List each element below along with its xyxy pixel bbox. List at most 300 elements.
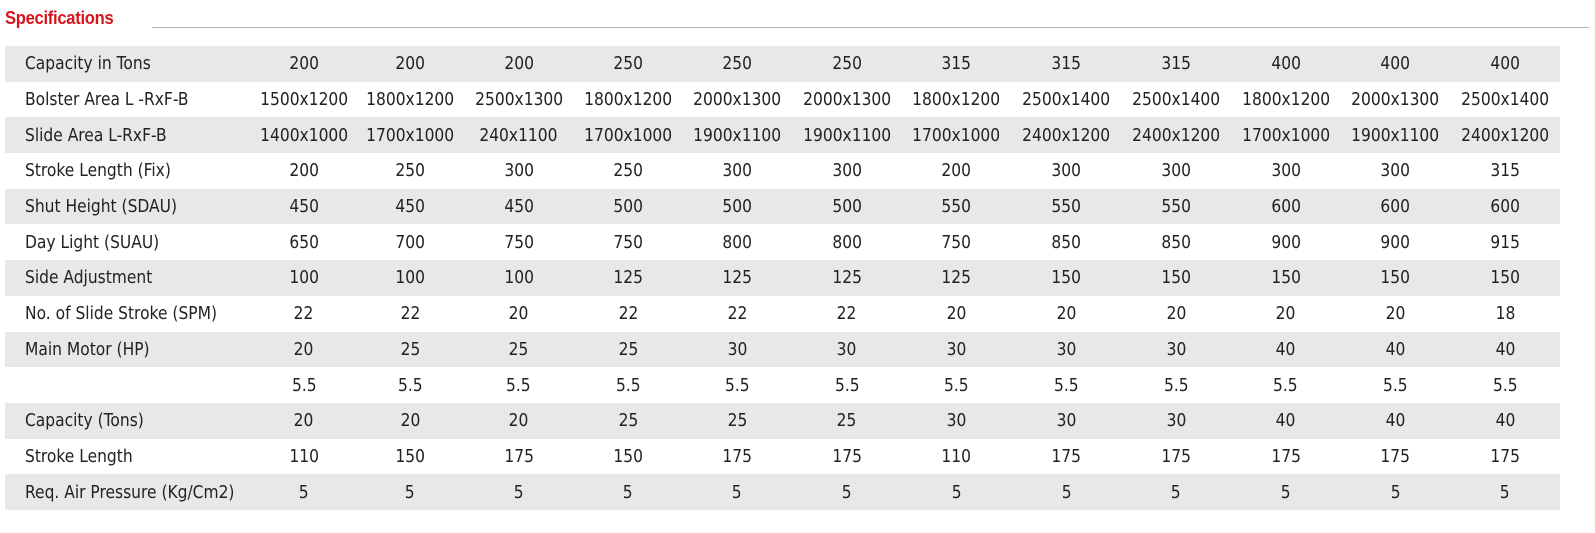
table-cell: [356, 224, 464, 260]
table-cell: [682, 474, 792, 510]
table-cell: [574, 189, 683, 225]
cell-value: 250: [613, 53, 643, 75]
cell-value: 1900x1100: [802, 124, 891, 146]
cell-value: 30: [837, 338, 857, 360]
table-cell: [682, 224, 792, 260]
row-label: Side Adjustment: [25, 267, 153, 289]
table-cell: [1231, 403, 1341, 439]
table-cell: [574, 82, 683, 118]
table-cell: [1011, 260, 1121, 296]
cell-value: 500: [832, 196, 862, 218]
cell-value: 550: [941, 196, 972, 218]
table-cell: [252, 189, 357, 225]
cell-value: 450: [289, 196, 319, 218]
table-cell: [902, 46, 1012, 82]
cell-value: 300: [832, 160, 862, 182]
table-cell: [356, 332, 464, 368]
table-row: [5, 46, 1560, 82]
table-cell: [902, 296, 1012, 332]
cell-value: 200: [395, 53, 425, 75]
cell-value: 5: [298, 481, 309, 503]
table-cell: [1011, 153, 1121, 189]
cell-value: 200: [941, 160, 972, 182]
cell-value: 5: [623, 481, 633, 503]
cell-value: 1700x1000: [1241, 124, 1330, 146]
cell-value: 30: [1056, 410, 1077, 432]
cell-value: 20: [1385, 303, 1406, 325]
cell-value: 315: [1490, 160, 1520, 182]
cell-value: 5.5: [291, 374, 317, 396]
cell-value: 5: [513, 481, 524, 503]
table-cell: [252, 296, 357, 332]
table-cell: [1450, 153, 1560, 189]
table-row: [5, 474, 1560, 510]
cell-value: 20: [508, 410, 529, 432]
cell-value: 300: [1380, 160, 1411, 182]
table-cell: [1231, 82, 1341, 118]
cell-value: 40: [1385, 410, 1406, 432]
table-cell: [1121, 189, 1231, 225]
table-cell: [252, 332, 357, 368]
table-cell: [682, 189, 792, 225]
section-header: [0, 0, 1595, 44]
table-cell: [574, 332, 683, 368]
table-cell: [1231, 46, 1341, 82]
table-cell: [1231, 474, 1341, 510]
table-row: [5, 224, 1560, 260]
table-cell: [1341, 117, 1451, 153]
table-cell: [1011, 439, 1121, 475]
cell-value: 150: [613, 445, 643, 467]
cell-value: 1800x1200: [584, 89, 672, 111]
table-cell: [682, 367, 792, 403]
cell-value: 400: [1270, 53, 1301, 75]
row-label-cell: [5, 82, 252, 118]
table-cell: [1011, 117, 1121, 153]
cell-value: 100: [289, 267, 319, 289]
table-cell: [1121, 296, 1231, 332]
cell-value: 250: [832, 53, 862, 75]
cell-value: 2500x1400: [1132, 89, 1220, 111]
cell-value: 40: [1275, 338, 1296, 360]
table-cell: [464, 367, 574, 403]
cell-value: 2500x1400: [1461, 89, 1550, 111]
cell-value: 175: [832, 445, 862, 467]
cell-value: 900: [1270, 231, 1301, 253]
table-cell: [792, 260, 902, 296]
cell-value: 1700x1000: [912, 124, 1001, 146]
row-label-cell: [5, 332, 252, 368]
table-cell: [1011, 332, 1121, 368]
table-cell: [902, 153, 1012, 189]
table-cell: [1011, 403, 1121, 439]
table-cell: [682, 439, 792, 475]
cell-value: 20: [1056, 303, 1077, 325]
table-cell: [464, 153, 574, 189]
table-cell: [1011, 224, 1121, 260]
cell-value: 450: [504, 196, 534, 218]
cell-value: 100: [395, 267, 425, 289]
cell-value: 25: [618, 410, 638, 432]
table-cell: [356, 46, 464, 82]
table-cell: [902, 367, 1012, 403]
table-cell: [902, 224, 1012, 260]
cell-value: 5.5: [1163, 374, 1189, 396]
cell-value: 250: [613, 160, 643, 182]
cell-value: 175: [1270, 445, 1301, 467]
table-cell: [252, 403, 357, 439]
table-cell: [1341, 82, 1451, 118]
table-cell: [464, 439, 574, 475]
table-cell: [1231, 439, 1341, 475]
cell-value: 250: [722, 53, 752, 75]
cell-value: 30: [946, 410, 967, 432]
table-cell: [792, 82, 902, 118]
row-label-cell: [5, 296, 252, 332]
table-cell: [792, 117, 902, 153]
cell-value: 40: [1495, 338, 1515, 360]
cell-value: 450: [395, 196, 425, 218]
cell-value: 22: [727, 303, 748, 325]
table-row: [5, 403, 1560, 439]
table-cell: [682, 296, 792, 332]
cell-value: 300: [1051, 160, 1082, 182]
cell-value: 300: [722, 160, 752, 182]
cell-value: 400: [1380, 53, 1411, 75]
cell-value: 200: [289, 160, 319, 182]
cell-value: 315: [1161, 53, 1191, 75]
cell-value: 315: [1051, 53, 1082, 75]
header-divider: [152, 27, 1589, 28]
table-cell: [682, 153, 792, 189]
cell-value: 125: [832, 267, 862, 289]
cell-value: 30: [727, 338, 748, 360]
cell-value: 175: [722, 445, 752, 467]
cell-value: 250: [395, 160, 425, 182]
cell-value: 5: [405, 481, 416, 503]
table-cell: [1231, 153, 1341, 189]
table-cell: [356, 189, 464, 225]
row-label: Main Motor (HP): [25, 338, 150, 360]
table-cell: [792, 46, 902, 82]
table-cell: [464, 296, 574, 332]
table-cell: [574, 439, 683, 475]
table-cell: [1450, 189, 1560, 225]
cell-value: 5.5: [1492, 374, 1518, 396]
table-cell: [1450, 367, 1560, 403]
cell-value: 150: [1490, 267, 1520, 289]
table-cell: [1121, 474, 1231, 510]
table-cell: [1341, 332, 1451, 368]
table-cell: [574, 46, 683, 82]
specifications-table: [5, 46, 1560, 510]
table-cell: [356, 439, 464, 475]
table-cell: [682, 260, 792, 296]
table-row: [5, 189, 1560, 225]
table-cell: [682, 403, 792, 439]
cell-value: 40: [1495, 410, 1515, 432]
cell-value: 200: [504, 53, 534, 75]
row-label-cell: [5, 439, 252, 475]
table-cell: [1011, 296, 1121, 332]
table-cell: [1341, 153, 1451, 189]
cell-value: 22: [400, 303, 420, 325]
table-cell: [464, 117, 574, 153]
table-cell: [1011, 46, 1121, 82]
cell-value: 175: [1490, 445, 1520, 467]
cell-value: 25: [618, 338, 638, 360]
table-row: [5, 367, 1560, 403]
cell-value: 20: [1275, 303, 1296, 325]
cell-value: 5: [1061, 481, 1072, 503]
table-cell: [252, 224, 357, 260]
cell-value: 200: [289, 53, 319, 75]
cell-value: 40: [1385, 338, 1406, 360]
row-label-cell: [5, 403, 252, 439]
table-cell: [464, 46, 574, 82]
table-cell: [1121, 224, 1231, 260]
table-cell: [574, 296, 683, 332]
table-cell: [1231, 189, 1341, 225]
table-cell: [1341, 224, 1451, 260]
table-cell: [356, 82, 464, 118]
table-cell: [682, 117, 792, 153]
table-row: [5, 332, 1560, 368]
table-cell: [574, 474, 683, 510]
cell-value: 5.5: [615, 374, 641, 396]
cell-value: 1500x1200: [259, 89, 348, 111]
table-cell: [792, 439, 902, 475]
cell-value: 30: [1166, 338, 1186, 360]
cell-value: 25: [727, 410, 748, 432]
cell-value: 40: [1275, 410, 1296, 432]
table-cell: [792, 474, 902, 510]
table-cell: [356, 403, 464, 439]
row-label: Stroke Length: [25, 445, 133, 467]
row-label: Stroke Length (Fix): [25, 160, 171, 182]
table-cell: [574, 403, 683, 439]
table-cell: [1450, 296, 1560, 332]
table-cell: [1011, 474, 1121, 510]
table-cell: [1341, 367, 1451, 403]
table-cell: [252, 153, 357, 189]
cell-value: 110: [941, 445, 972, 467]
table-cell: [1341, 439, 1451, 475]
table-cell: [1450, 474, 1560, 510]
table-cell: [356, 296, 464, 332]
cell-value: 125: [941, 267, 972, 289]
cell-value: 900: [1380, 231, 1411, 253]
table-cell: [574, 367, 683, 403]
cell-value: 600: [1270, 196, 1301, 218]
table-row: [5, 117, 1560, 153]
cell-value: 20: [946, 303, 967, 325]
cell-value: 150: [1051, 267, 1082, 289]
table-cell: [1450, 82, 1560, 118]
table-cell: [792, 332, 902, 368]
cell-value: 110: [289, 445, 319, 467]
cell-value: 650: [289, 231, 319, 253]
table-cell: [252, 260, 357, 296]
table-cell: [1450, 260, 1560, 296]
cell-value: 1800x1200: [912, 89, 1001, 111]
row-label-cell: [5, 46, 252, 82]
table-cell: [902, 439, 1012, 475]
cell-value: 300: [1161, 160, 1191, 182]
row-label-cell: [5, 474, 252, 510]
table-cell: [1231, 260, 1341, 296]
cell-value: 5: [1171, 481, 1181, 503]
table-cell: [902, 260, 1012, 296]
table-cell: [792, 189, 902, 225]
cell-value: 550: [1051, 196, 1082, 218]
cell-value: 2500x1300: [474, 89, 563, 111]
row-label: Slide Area L-RxF-B: [25, 124, 167, 146]
table-cell: [574, 153, 683, 189]
table-cell: [464, 332, 574, 368]
table-cell: [1341, 296, 1451, 332]
table-row: [5, 82, 1560, 118]
cell-value: 175: [1380, 445, 1411, 467]
table-cell: [356, 153, 464, 189]
table-cell: [682, 82, 792, 118]
table-cell: [902, 117, 1012, 153]
table-cell: [902, 332, 1012, 368]
cell-value: 125: [722, 267, 752, 289]
table-cell: [1341, 403, 1451, 439]
table-cell: [1450, 332, 1560, 368]
cell-value: 150: [1270, 267, 1301, 289]
table-cell: [252, 367, 357, 403]
table-cell: [574, 117, 683, 153]
table-cell: [1341, 189, 1451, 225]
table-cell: [1231, 296, 1341, 332]
table-cell: [1231, 117, 1341, 153]
table-cell: [792, 296, 902, 332]
table-row: [5, 296, 1560, 332]
cell-value: 2400x1200: [1132, 124, 1220, 146]
table-cell: [1121, 439, 1231, 475]
table-cell: [1231, 332, 1341, 368]
cell-value: 1800x1200: [366, 89, 455, 111]
cell-value: 30: [946, 338, 967, 360]
row-label: Day Light (SUAU): [25, 231, 160, 253]
cell-value: 2000x1300: [1351, 89, 1440, 111]
table-cell: [1011, 367, 1121, 403]
table-row: [5, 153, 1560, 189]
cell-value: 18: [1495, 303, 1515, 325]
cell-value: 175: [1051, 445, 1082, 467]
table-cell: [1341, 260, 1451, 296]
cell-value: 600: [1490, 196, 1520, 218]
table-cell: [792, 224, 902, 260]
cell-value: 600: [1380, 196, 1411, 218]
row-label-cell: [5, 367, 252, 403]
cell-value: 400: [1490, 53, 1520, 75]
table-cell: [1231, 224, 1341, 260]
cell-value: 850: [1051, 231, 1082, 253]
section-title: Specifications: [5, 8, 114, 28]
cell-value: 20: [508, 303, 529, 325]
cell-value: 30: [1056, 338, 1077, 360]
cell-value: 20: [1166, 303, 1186, 325]
table-cell: [902, 82, 1012, 118]
table-cell: [792, 367, 902, 403]
table-cell: [464, 260, 574, 296]
table-cell: [1121, 153, 1231, 189]
cell-value: 25: [508, 338, 529, 360]
cell-value: 175: [504, 445, 534, 467]
table-cell: [1121, 117, 1231, 153]
cell-value: 800: [832, 231, 862, 253]
row-label: Shut Height (SDAU): [25, 196, 178, 218]
table-cell: [1231, 367, 1341, 403]
table-cell: [1011, 189, 1121, 225]
cell-value: 150: [1161, 267, 1191, 289]
cell-value: 750: [504, 231, 534, 253]
table-cell: [902, 403, 1012, 439]
table-row: [5, 439, 1560, 475]
cell-value: 2000x1300: [693, 89, 782, 111]
cell-value: 5.5: [1053, 374, 1079, 396]
table-cell: [464, 403, 574, 439]
cell-value: 1900x1100: [693, 124, 782, 146]
row-label-cell: [5, 153, 252, 189]
cell-value: 5: [1280, 481, 1291, 503]
cell-value: 100: [504, 267, 534, 289]
cell-value: 22: [294, 303, 314, 325]
table-cell: [1341, 46, 1451, 82]
table-cell: [356, 367, 464, 403]
cell-value: 550: [1161, 196, 1191, 218]
table-cell: [1121, 260, 1231, 296]
cell-value: 20: [294, 338, 314, 360]
cell-value: 5.5: [506, 374, 532, 396]
cell-value: 150: [1380, 267, 1411, 289]
table-cell: [1450, 46, 1560, 82]
table-cell: [1121, 332, 1231, 368]
table-cell: [464, 224, 574, 260]
cell-value: 1900x1100: [1351, 124, 1440, 146]
row-label: Req. Air Pressure (Kg/Cm2): [25, 481, 235, 503]
cell-value: 915: [1490, 231, 1520, 253]
cell-value: 175: [1161, 445, 1191, 467]
table-cell: [902, 189, 1012, 225]
table-cell: [356, 117, 464, 153]
table-cell: [1450, 224, 1560, 260]
cell-value: 2500x1400: [1022, 89, 1111, 111]
cell-value: 5.5: [1273, 374, 1299, 396]
cell-value: 5.5: [834, 374, 860, 396]
cell-value: 1700x1000: [584, 124, 672, 146]
table-cell: [1341, 474, 1451, 510]
table-cell: [356, 474, 464, 510]
cell-value: 2400x1200: [1461, 124, 1550, 146]
table-cell: [682, 332, 792, 368]
cell-value: 25: [837, 410, 857, 432]
row-label: Bolster Area L -RxF-B: [25, 89, 189, 111]
table-cell: [252, 82, 357, 118]
cell-value: 5.5: [944, 374, 969, 396]
cell-value: 25: [400, 338, 420, 360]
cell-value: 850: [1161, 231, 1191, 253]
cell-value: 240x1100: [479, 124, 558, 146]
cell-value: 750: [613, 231, 643, 253]
cell-value: 2000x1300: [802, 89, 891, 111]
row-label-cell: [5, 117, 252, 153]
table-cell: [792, 153, 902, 189]
row-label: Capacity (Tons): [25, 410, 144, 432]
